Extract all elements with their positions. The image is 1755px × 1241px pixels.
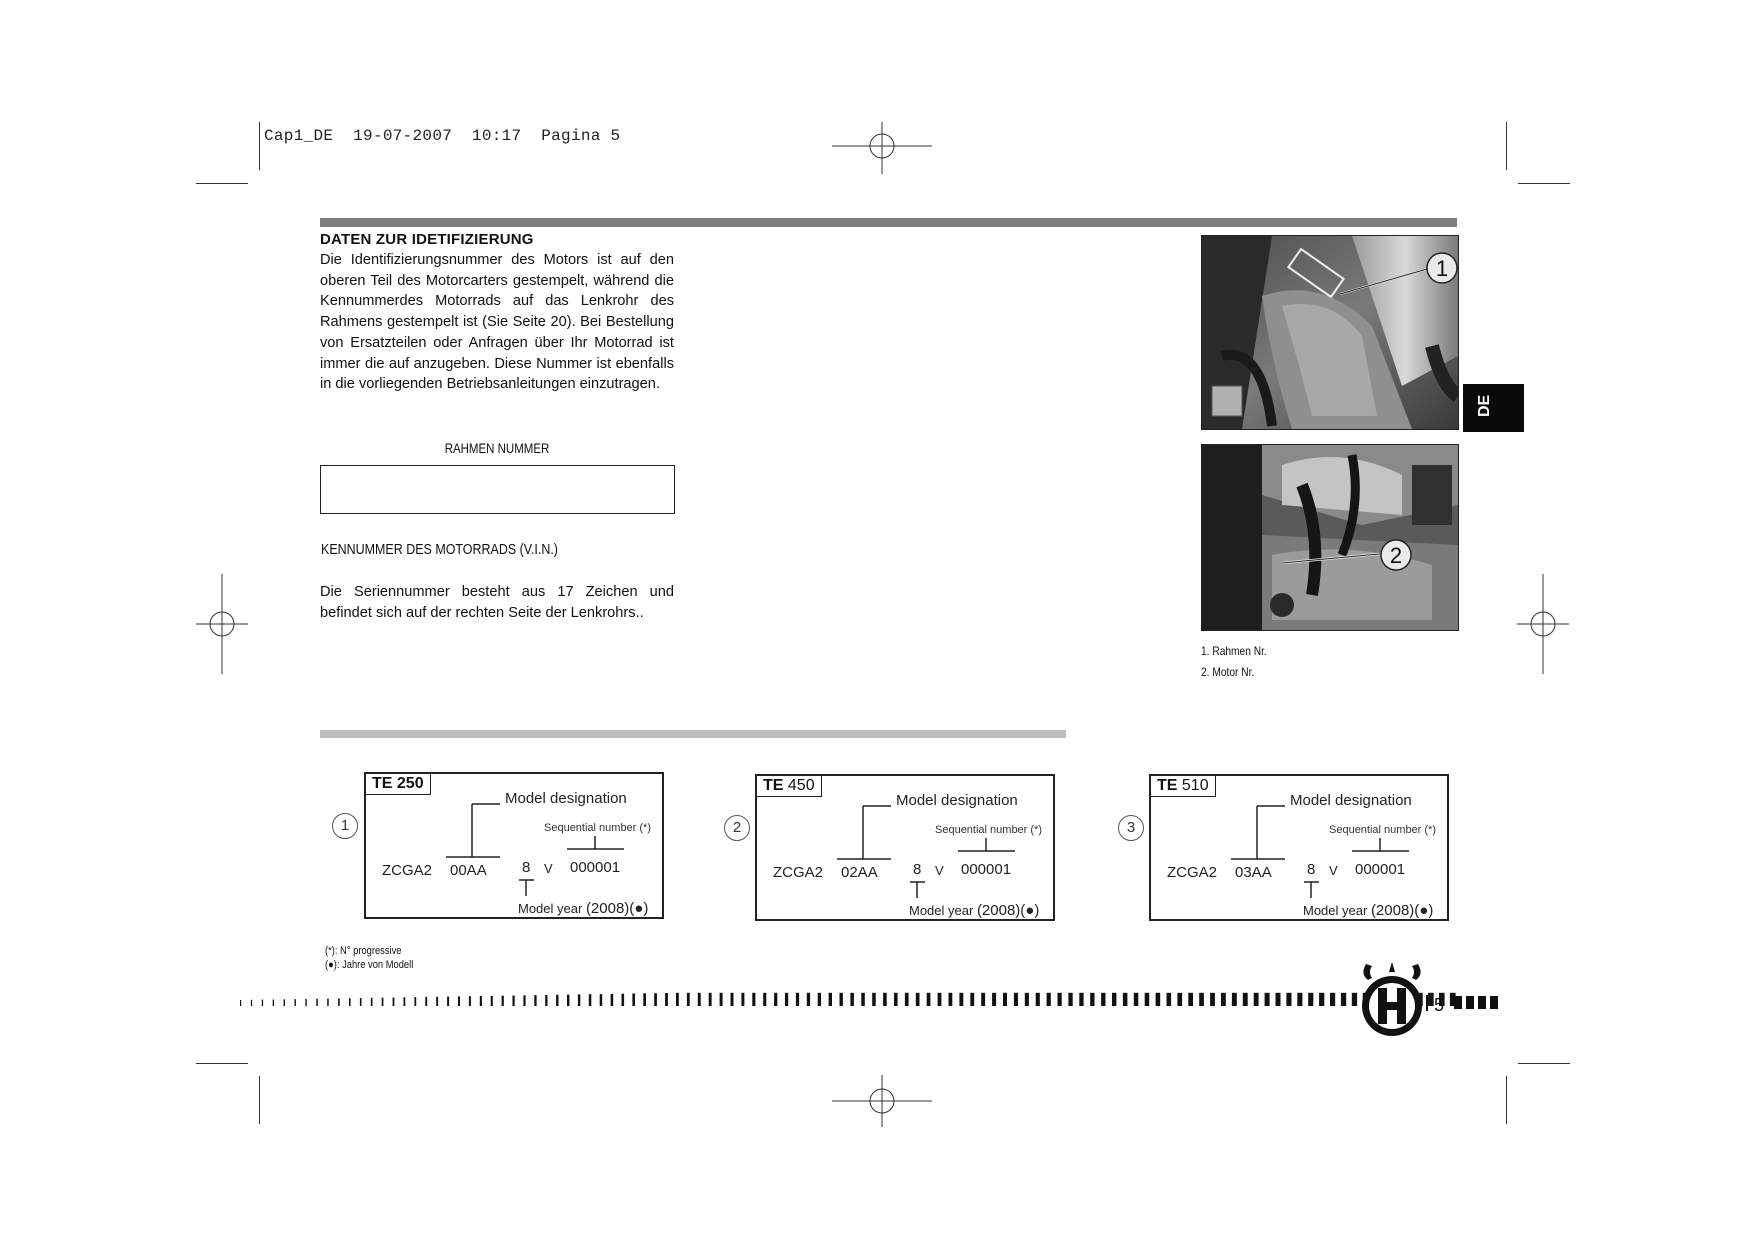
vin-check-char: V [544,861,553,876]
registration-mark-bottom [830,1073,934,1129]
vin-prefix: ZCGA2 [382,862,433,879]
photo-caption-2: 2. Motor Nr. [1201,665,1255,679]
vin-diagram-index: 1 [332,813,358,839]
photo-callout-2: 2 [1389,543,1403,568]
photo-caption-1: 1. Rahmen Nr. [1201,644,1267,658]
language-tab-label: DE [1476,394,1493,417]
vin-check-char: V [1329,863,1338,878]
frame-number-photo [1201,235,1459,430]
vin-model-code: 03AA [1235,864,1272,881]
vin-paragraph: Die Seriennummer besteht aus 17 Zeichen und befindet sich auf der rechten Seite der Lenkrohrs.. [320,584,674,621]
model-year-label: Model year (2008)(●) [1303,902,1434,919]
husqvarna-logo-icon [1358,960,1426,1038]
footnotes [325,944,413,972]
language-tab [1463,384,1524,432]
vin-year-char: 8 [522,859,531,876]
section-top-rule [320,218,1457,227]
vin-model-title: TE 510 [1151,776,1216,797]
registration-mark-left [194,572,250,676]
footer-tick-bar [240,990,1510,1014]
vin-year-char: 8 [913,861,922,878]
model-designation-label: Model designation [505,790,627,807]
model-year-label: Model year (2008)(●) [518,900,649,917]
vin-serial: 000001 [961,861,1012,878]
sequential-number-label: Sequential number (*) [1329,824,1437,836]
sequential-number-label: Sequential number (*) [935,824,1043,836]
vin-prefix: ZCGA2 [773,864,824,881]
frame-number-label: RAHMEN NUMMER [444,440,550,456]
vin-model-title: TE 450 [757,776,822,797]
footnote-model-year: (●): Jahre von Modell [325,959,414,971]
section-paragraph: Die Identifizierungsnummer des Motors ist auf den oberen Teil des Motorcarters gestempelt, während die Kennummerdes Motorrads auf das Lenkrohr des Rahmens gestempelt ist (Sie Seite 20). Bei Bestellung von Ersatzteilen oder Anfragen über Ihr Motorrad ist immer die auf anzugeben. Diese Nummer ist ebenfalls in die vorliegenden Betriebsanleitungen einzutragen. [320,252,674,393]
vin-year-char: 8 [1307,861,1316,878]
frame-number-field [320,465,675,514]
vin-heading: KENNUMMER DES MOTORRADS (V.I.N.) [321,542,558,558]
photo-callout-1: 1 [1435,256,1449,281]
registration-mark-top [830,120,934,176]
model-year-label: Model year (2008)(●) [909,902,1040,919]
sequential-number-label: Sequential number (*) [544,822,652,834]
vin-model-title: TE 250 [366,774,431,795]
vin-serial: 000001 [570,859,621,876]
engine-number-photo [1201,444,1459,631]
model-designation-label: Model designation [1290,792,1412,809]
vin-model-code: 00AA [450,862,487,879]
print-slug: Cap1_DE 19-07-2007 10:17 Pagina 5 [264,127,621,145]
vin-diagram-index: 2 [724,815,750,841]
footnote-sequential: (*): N° progressive [325,945,402,957]
section-heading: DATEN ZUR IDETIFIZIERUNG [320,231,534,248]
footer-separator [1426,995,1428,1011]
section-mid-rule [320,730,1066,738]
vin-model-code: 02AA [841,864,878,881]
vin-serial: 000001 [1355,861,1406,878]
page-number: 5 [1434,995,1445,1015]
registration-mark-right [1515,572,1571,676]
model-designation-label: Model designation [896,792,1018,809]
vin-diagram-index: 3 [1118,815,1144,841]
vin-prefix: ZCGA2 [1167,864,1218,881]
vin-check-char: V [935,863,944,878]
